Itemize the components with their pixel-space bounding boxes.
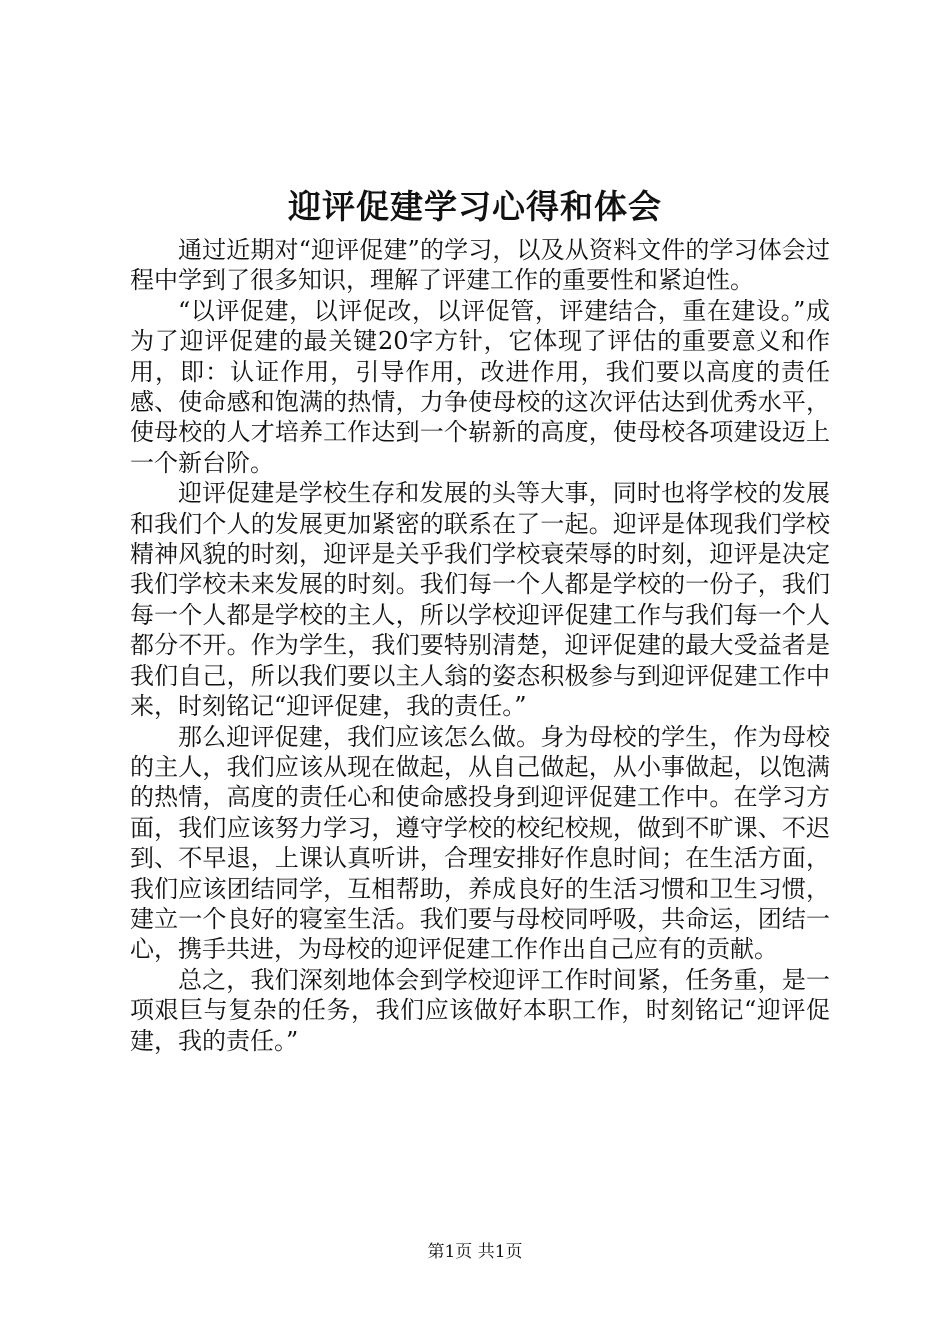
paragraph-5: 总之，我们深刻地体会到学校迎评工作时间紧，任务重，是一项艰巨与复杂的任务，我们应该做好本职工作，时刻铭记“迎评促建，我的责任。”: [130, 965, 830, 1055]
document-title: 迎评促建学习心得和体会: [288, 187, 662, 226]
page-number: 第1页: [427, 1242, 473, 1262]
paragraph-1: 通过近期对“迎评促建”的学习，以及从资料文件的学习体会过程中学到了很多知识，理解了评建工作的重要性和紧迫性。: [130, 236, 830, 295]
document-body: [130, 235, 830, 1056]
paragraph-2: “以评促建，以评促改，以评促管，评建结合，重在建设。”成为了迎评促建的最关键20字方针，它体现了评估的重要意义和作用，即：认证作用，引导作用，改进作用，我们要以高度的责任感、使命感和饱满的热情，力争使母校的这次评估达到优秀水平，使母校的人才培养工作达到一个崭新的高度，使母校各项建设迈上一个新台阶。: [130, 296, 830, 477]
paragraph-4: 那么迎评促建，我们应该怎么做。身为母校的学生，作为母校的主人，我们应该从现在做起，从自己做起，从小事做起，以饱满的热情，高度的责任心和使命感投身到迎评促建工作中。在学习方面，我们应该努力学习，遵守学校的校纪校规，做到不旷课、不迟到、不早退，上课认真听讲，合理安排好作息时间；在生活方面，我们应该团结同学，互相帮助，养成良好的生活习惯和卫生习惯，建立一个良好的寝室生活。我们要与母校同呼吸，共命运，团结一心，携手共进，为母校的迎评促建工作作出自己应有的贡献。: [130, 722, 830, 964]
page-footer: [0, 1240, 950, 1264]
paragraph-3: 迎评促建是学校生存和发展的头等大事，同时也将学校的发展和我们个人的发展更加紧密的联系在了一起。迎评是体现我们学校精神风貌的时刻，迎评是关乎我们学校衰荣辱的时刻，迎评是决定我们学校未来发展的时刻。我们每一个人都是学校的一份子，我们每一个人都是学校的主人，所以学校迎评促建工作与我们每一个人都分不开。作为学生，我们要特别清楚，迎评促建的最大受益者是我们自己，所以我们要以主人翁的姿态积极参与到迎评促建工作中来，时刻铭记“迎评促建，我的责任。”: [130, 479, 830, 721]
page-total: 共1页: [477, 1242, 523, 1262]
